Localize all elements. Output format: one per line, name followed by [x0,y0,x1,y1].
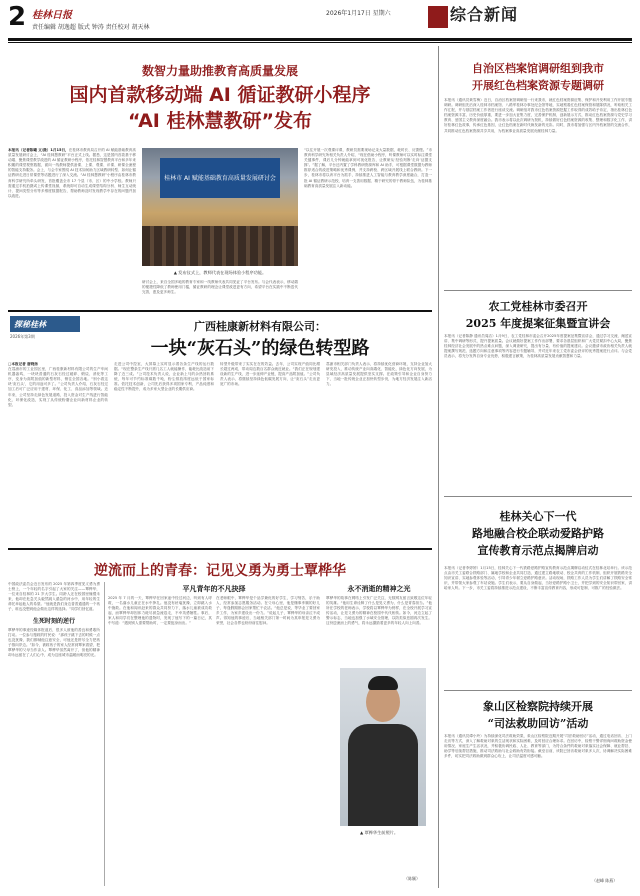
lead-photo [142,148,298,266]
youth-portrait [340,668,426,826]
youth-credit: （陈颖） [404,876,420,881]
page-number: 2 [8,2,27,32]
conference-screen: 桂林市 AI 赋能基础教育高质量发展研讨会 [160,158,280,198]
procuratorate-credit: （赵峰 陈燕） [592,878,618,883]
procuratorate-headline: 象山区检察院持续开展 “司法救助回访”活动 [483,700,593,730]
lead-body-col3: “以往开展一次观课评课，教研员需要现场记录大量数据，耗时长、反馈慢。”市教育科学研究所相关负责人介绍，“现在借助小程序，听课教师可以实时标注课堂关键事件，课后几分钟就能拿到可视化报告，让教研从‘经验判断’走向‘证据支撑’。”据了解，平台还内置了学科教研资源库和 AI 助手，可根据课堂数据为教师推荐适合的改进策略和优秀课例，并支持跨校、跨区域开展线上联合教研。下一步，桂林市将以该平台为抓手，持续推进人工智能与教育教学深度融合，打造一批 AI 循证教研示范校，培育一支善用数据、精于研究的骨干教师队伍，为桂林基础教育高质量发展注入新动能。 [304,148,432,188]
youth-photo-caption: ▲ 覃桦华生前照片。 [359,830,399,835]
company-kicker: 广西桂康新材料有限公司： [194,320,326,333]
header-rule [8,38,632,41]
lead-headline-line2: “AI 桂林慧教研”发布 [128,110,312,132]
railway-body: 本报讯（记者李婷婷）1月15日，桂林关心下一代铁路爱路护路宣传教育示范点揭牌启动仪式在桂林北站举行。该示范点由市关工委联合铁路部门、属地学校和企业共同打造，通过建立路地联动、校企共育的工作机制，组织开展铁路安全知识宣讲、实地参观体验等活动，引导青少年树立爱路护路意识。活动现场，铁路工作人员为学生们讲解了铁路安全常识，并带领大家参观了车站设施。学生们表示，要从自身做起，当好爱路护路小卫士，并把学到的安全知识带回家，讲给家人听。下一步，市关工委将持续推进示范点建设，不断丰富宣传教育内容，形成可复制、可推广的经验做法。 [444,566,632,591]
company-body-col2: 走进公司中控室，大屏幕上实时显示着各条生产线的运行数据。“现在整条生产线只需几名工人就能操作，能耗比改造前下降了近三成。”公司技术负责人说，企业新上马的余热回收系统，每年可节约标准煤数千吨，粉尘排放浓度远低于国家标准。依托技术创新，公司先后获得多项国家专利，产品纯度和稳定性不断提升，成为多家大型企业的长期供应商。 [114,362,214,392]
railway-headline: 桂林关心下一代 路地融合校企联动爱路护路 宣传教育示范点揭牌启动 [472,510,604,557]
lead-headline [8,82,432,134]
editor-credits: 责任编辑 胡逸超 版式 钟涛 责任校对 胡天林 [32,24,150,31]
company-body-col4: 荔浦市相关部门负责人表示，将持续优化营商环境，支持企业加大研发投入，推动传统产业向高端化、智能化、绿色化方向发展，为县域经济高质量发展提供坚实支撑。在政策引导和企业自身努力下，当地一批传统企业正加快转型步伐，为地方经济发展注入新活力。 [326,362,432,387]
lead-body-col2: 研讨会上，来自全国多地的教育专家和一线教师代表共同见证了平台发布。与会代表表示，移动端的便捷性降低了教师使用门槛，循证教研的理念让课堂改进更有方向，希望平台在实践中不断迭代完善，惠及更多师生。 [142,280,298,295]
column-badge: 探秘桂林 [10,316,80,332]
lead-photo-caption: ▲ 发布仪式上，教师代表在现场体验小程序功能。 [173,270,267,275]
youth-headline: 逆流而上的青春：记见义勇为勇士覃桦华 [94,563,346,579]
company-headline: 一块“灰石头”的绿色转型路 [150,338,370,359]
archive-headline: 自治区档案馆调研组到我市 开展红色档案资源专题调研 [472,62,604,92]
archive-body: 本报讯（通讯员黄雪梅）近日，自治区档案馆调研组一行来我市，就红色档案资源征集、保护和开发利用工作开展专题调研。调研组先后深入桂林市档案馆、八路军桂林办事处纪念馆等地，实地察看红色档案保管和展陈情况，听取相关工作汇报，并与基层档案工作者进行座谈交流。调研组对我市红色档案资源挖掘工作取得的成效给予肯定，指出桂林红色档案资源丰富，历史价值厚重，要进一步加大征集力度，完善保护机制，创新展示方式，推动红色档案资源与党史学习教育、爱国主义教育深度融合。我市表示将以此次调研为契机，持续做好红色档案资源的收集、整理和数字化工作，讲好桂林红色故事，传承红色基因，让红色档案在新时代焕发新的光彩。同时，我市将加强与区内外档案馆的交流合作，共同推动红色档案资源共享共用，为档案事业高质量发展贡献桂林力量。 [444,98,632,133]
section-marker-icon [428,6,448,28]
youth-body-col2: 2025 年 7 月的一天，覃桦华在回家途中经过河边，听到有人呼救，一名落水儿童正在水中挣扎。他没有丝毫犹豫，立即跳入水中施救。在他和闻讯赶来的群众共同努力下，落水儿童被成功救起，而覃桦华却因体力耗尽被急流卷走，不幸英勇牺牲。事后，家人和同学们在整理他的遗物时，发现了他写下的一篇日记，其中写道：“遇到别人需要帮助时，一定要挺身而出。” [108,596,212,626]
company-body-col1: □本报记者 唐晓扬 在荔浦市的工业园区里，广西桂康新材料有限公司的生产车间机器轰鸣，一块块普通的石灰石经过破碎、煅烧、消化等工序，变身为高附加值的新型材料，销往全国各地。“别小看这块‘灰石头’，它的用途可多了。”公司负责人介绍，石灰石经过加工后可广泛应用于建材、环保、化工、食品添加等领域。近年来，公司坚持走绿色发展道路，投入资金对生产线进行智能化、环保化改造，实现了从传统粉磨企业向新材料企业的转型。 [8,362,108,407]
issue-date: 2026年1月17日 星期六 [326,10,391,17]
lead-kicker: 数智力量助推教育高质量发展 [141,64,298,78]
audience [142,226,298,266]
portrait-body [348,724,418,826]
youth-body-col1: 中国政法委员会近日发布的 2025 年第四季度见义勇为勇士榜上，一个年轻的名字引起了大家的关注——覃桦华，一位来自桂林的 21 岁大学生。同龄人还在校园里憧憬未来，他却在危急关头毅然跳入湍急的河水中，用年轻的生命托举起他人的希望。“他就是我们身边普普通通的一个孩子，谁也没想到他会做出这样的选择。”同学们回忆道。 生死时刻的逆行 覃桦华的事迹经媒体报道后，很多人被他的善良和勇敢所打动。一位参与搜救的村民说：“那孩子跳下去的时候一点也没犹豫，我们都喊他注意安全，可他还是拼尽全力把孩子推向岸边。”如今，被救孩子的家人经常到覃家看望，把覃桦华的父母当作亲人。覃桦华虽然离开了，但他的精神却永远留在了人们心中，成为这座城市温暖而明亮的光。 [8,582,100,658]
company-body-col3: 转型升级带来了实实在在的效益。去年，公司实现产值同比增长超过两成，带动周边数百名群众就近就业。“我们正在规划建设新的生产线，进一步延伸产业链，提高产品附加值。”公司负责人表示，将继续坚持绿色低碳发展方向，让“灰石头”走出更宽广的市场。 [220,362,320,387]
youth-body-col3: 在老师眼中，覃桦华是个品学兼优的好学生，学习刻苦，乐于助人，经常参加志愿服务活动。在父母心里，他是懂事孝顺的好儿子，每逢假期都会回家帮忙干农活。“他总是说，等毕业了要回家乡工作，为家乡建设出一份力。”说起儿子，覃桦华的母亲泣不成声。得知他的事迹后，当地相关部门第一时间为其申报见义勇为荣誉，社会各界也纷纷前往慰问。 [216,596,320,626]
newspaper-logo: 桂林日报 [32,10,72,21]
lead-headline-line1: 国内首款移动端 AI 循证教研小程序 [69,84,371,106]
party-headline: 农工党桂林市委召开 2025 年度提案征集暨宣讲会 [465,300,611,330]
lead-body-col1: 本报讯（记者陈曦 文/摄）1月15日，在桂林市教育局召开的 AI 赋能基础教育高质量发展研讨会上，“AI 桂林慧教研”平台正式上线。据悉，这是国内首款基于移动端、聚焦课堂教学改进的 AI 循证教研小程序，依托桂林智慧教育平台和多年来积累的课堂观察数据，面向一线教师提供备课、上课、观课、评课、研课全流程的智能支持服务。会上，与会专家围绕 AI 技术如何助力区域教研转型、如何让循证教研走进日常课堂等话题进行了深入交流。“AI 桂林慧教研”小程序由桂林市教育科学研究所牵头研发，首批覆盖全市 17 个县（市、区）的中小学校。教师只需通过手机拍摄或上传课堂视频，系统即可自动生成课堂结构分析、师生互动统计、提问类型分布等多维度数据报告，帮助教师及时发现教学中存在的问题并加以改进。 [8,148,136,198]
youth-body-col4: 覃桦华的故事在网络上引发广泛关注，无数网友留言致敬这位年轻的英雄。“他用生命诠释了什么是见义勇为，什么是青春担当。”他所在学校的老师表示，学校将以覃桦华为榜样，在全校开展学习宣传活动，让见义勇为的精神在校园中代代相传。如今，河边立起了警示标志，当地也加强了水域安全管理，以防类似悲剧再次发生。这份逆流而上的勇气，将永远激励着更多的年轻人向上向善。 [326,596,432,626]
party-body: 本报讯（记者陈静 通讯员周洁）1月9日，农工党桂林市委会召开2025年度提案征集暨宣讲会，通过学习交流、阐述宣讲、集中调研等形式，提升提案质量。会议就做好提案工作作出部署，要求各基层组织和广大党员紧扣中心大局，聚焦桂林经济社会发展中的热点难点问题，深入调查研究，提出有分量、有价值的提案建议。会议邀请市政协相关负责人就提案撰写规范、选题方向和注意事项等内容进行专题辅导，并对近年来农工党市委会获评的优秀提案进行点评。与会党员表示，将充分发挥自身专业优势，积极建言献策，为桂林高质量发展贡献智慧和力量。 [444,334,632,359]
section-name: 综合新闻 [450,5,519,24]
youth-side-subhead: 生死时刻的逆行 [32,617,75,625]
youth-subhead-2: 永不消逝的精神之光 [347,585,411,593]
procuratorate-body: 本报讯（通讯员谭小玲）为持续深化司法救助效果，象山区检察院近期开展“司法救助回访”活动，通过电话回访、上门走访等方式，深入了解救助对象的生活现状和实际困难，及时回应合理诉求。在回访中，检察干警详细询问救助资金使用情况、家庭生产生活状况，并积极协调民政、人社、教育等部门，为符合条件的救助对象落实社会保障、就业帮扶、助学等后续帮扶措施，推动司法救助与社会救助有效衔接。截至目前，该院已回访救助对象多人次，协调解决实际困难多件，切实把司法救助做到群众心坎上，让司法温度可感可触。 [444,734,632,759]
youth-subhead-1: 平凡青年的不凡抉择 [182,585,246,593]
column-issue: 2026年第3期 [10,334,35,339]
